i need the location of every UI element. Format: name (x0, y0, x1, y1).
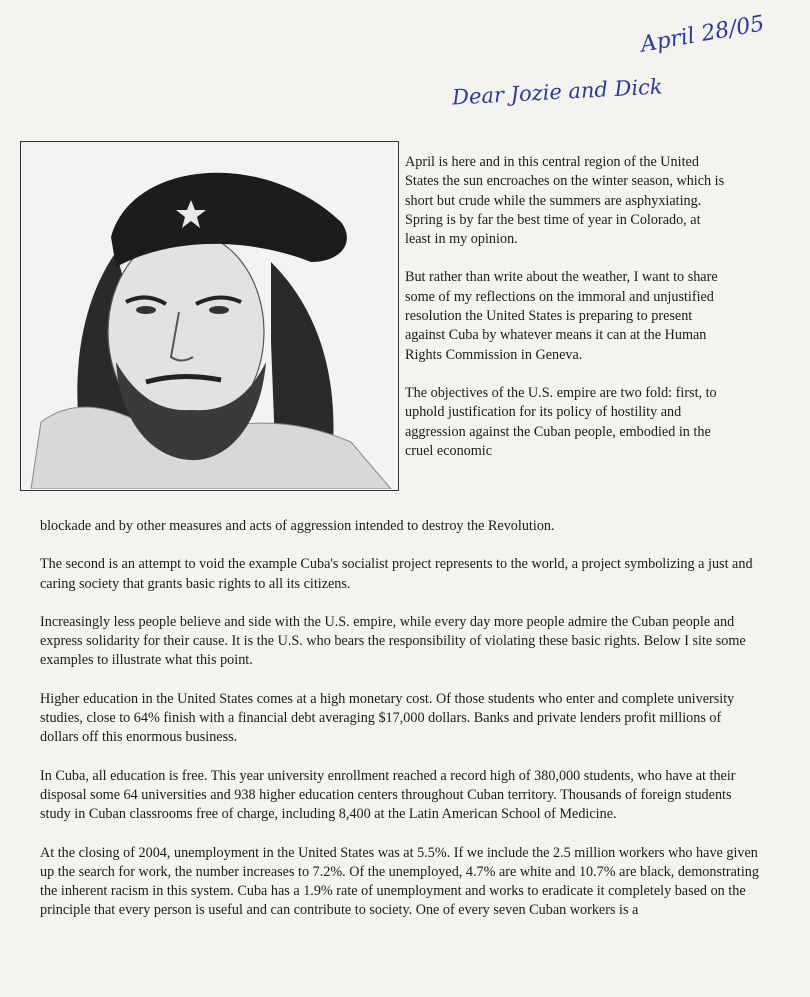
full-width-text (40, 517, 760, 940)
paragraph: The objectives of the U.S. empire are two fold: first, to uphold justification for its policy of hostility and aggression against the Cuban people, embodied in the cruel economic (405, 384, 717, 459)
handwritten-salutation: Dear Jozie and Dick (451, 74, 664, 110)
paragraph: At the closing of 2004, unemployment in the United States was at 5.5%. If we include the 2.5 million workers who have given up the search for work, the number increases to 7.2%. Of the unemployed, 4.7% are white and 10.7% are black, demonstrating the inherent racism in this system. Cuba has a 1.9% rate of unemployment and works to eradicate it completely based on the principle that every person is useful and can contribute to society. One of every seven Cuban workers is a (40, 844, 759, 919)
paragraph: Higher education in the United States comes at a high monetary cost. Of those students who enter and complete university studies, close to 64% finish with a financial debt averaging $17,000 dollars. Banks and private lenders profit millions of dollars off this enormous business. (40, 690, 735, 746)
portrait-illustration (21, 142, 397, 489)
paragraph: April is here and in this central region of the United States the sun encroaches on the winter season, which is short but crude while the summers are asphyxiating. Spring is by far the best time of year in Colorado, at least in my opinion. (405, 154, 725, 248)
right-column-text (405, 153, 725, 480)
paragraph: The second is an attempt to void the example Cuba's socialist project represents to the world, a project symbolizing a just and caring society that grants basic rights to all its citizens. (40, 556, 753, 592)
paragraph: blockade and by other measures and acts of aggression intended to destroy the Revolution. (40, 518, 555, 534)
paragraph: But rather than write about the weather, I want to share some of my reflections on the immoral and unjustified resolution the United States is preparing to present against Cuba by whatever means it can at the Human Rights Commission in Geneva. (405, 269, 718, 363)
handwritten-date: April 28/05 (638, 11, 767, 58)
paragraph: In Cuba, all education is free. This year university enrollment reached a record high of 380,000 students, who have at their disposal some 64 universities and 938 higher education centers throughout Cuban territory. Thousands of foreign students study in Cuban classrooms free of charge, including 8,400 at the Latin American School of Medicine. (40, 767, 736, 823)
portrait-photo (20, 141, 399, 491)
paragraph: Increasingly less people believe and side with the U.S. empire, while every day more people admire the Cuban people and express solidarity for their cause. It is the U.S. who bears the responsibility of violating these basic rights. Below I site some examples to illustrate what this point. (40, 613, 746, 669)
